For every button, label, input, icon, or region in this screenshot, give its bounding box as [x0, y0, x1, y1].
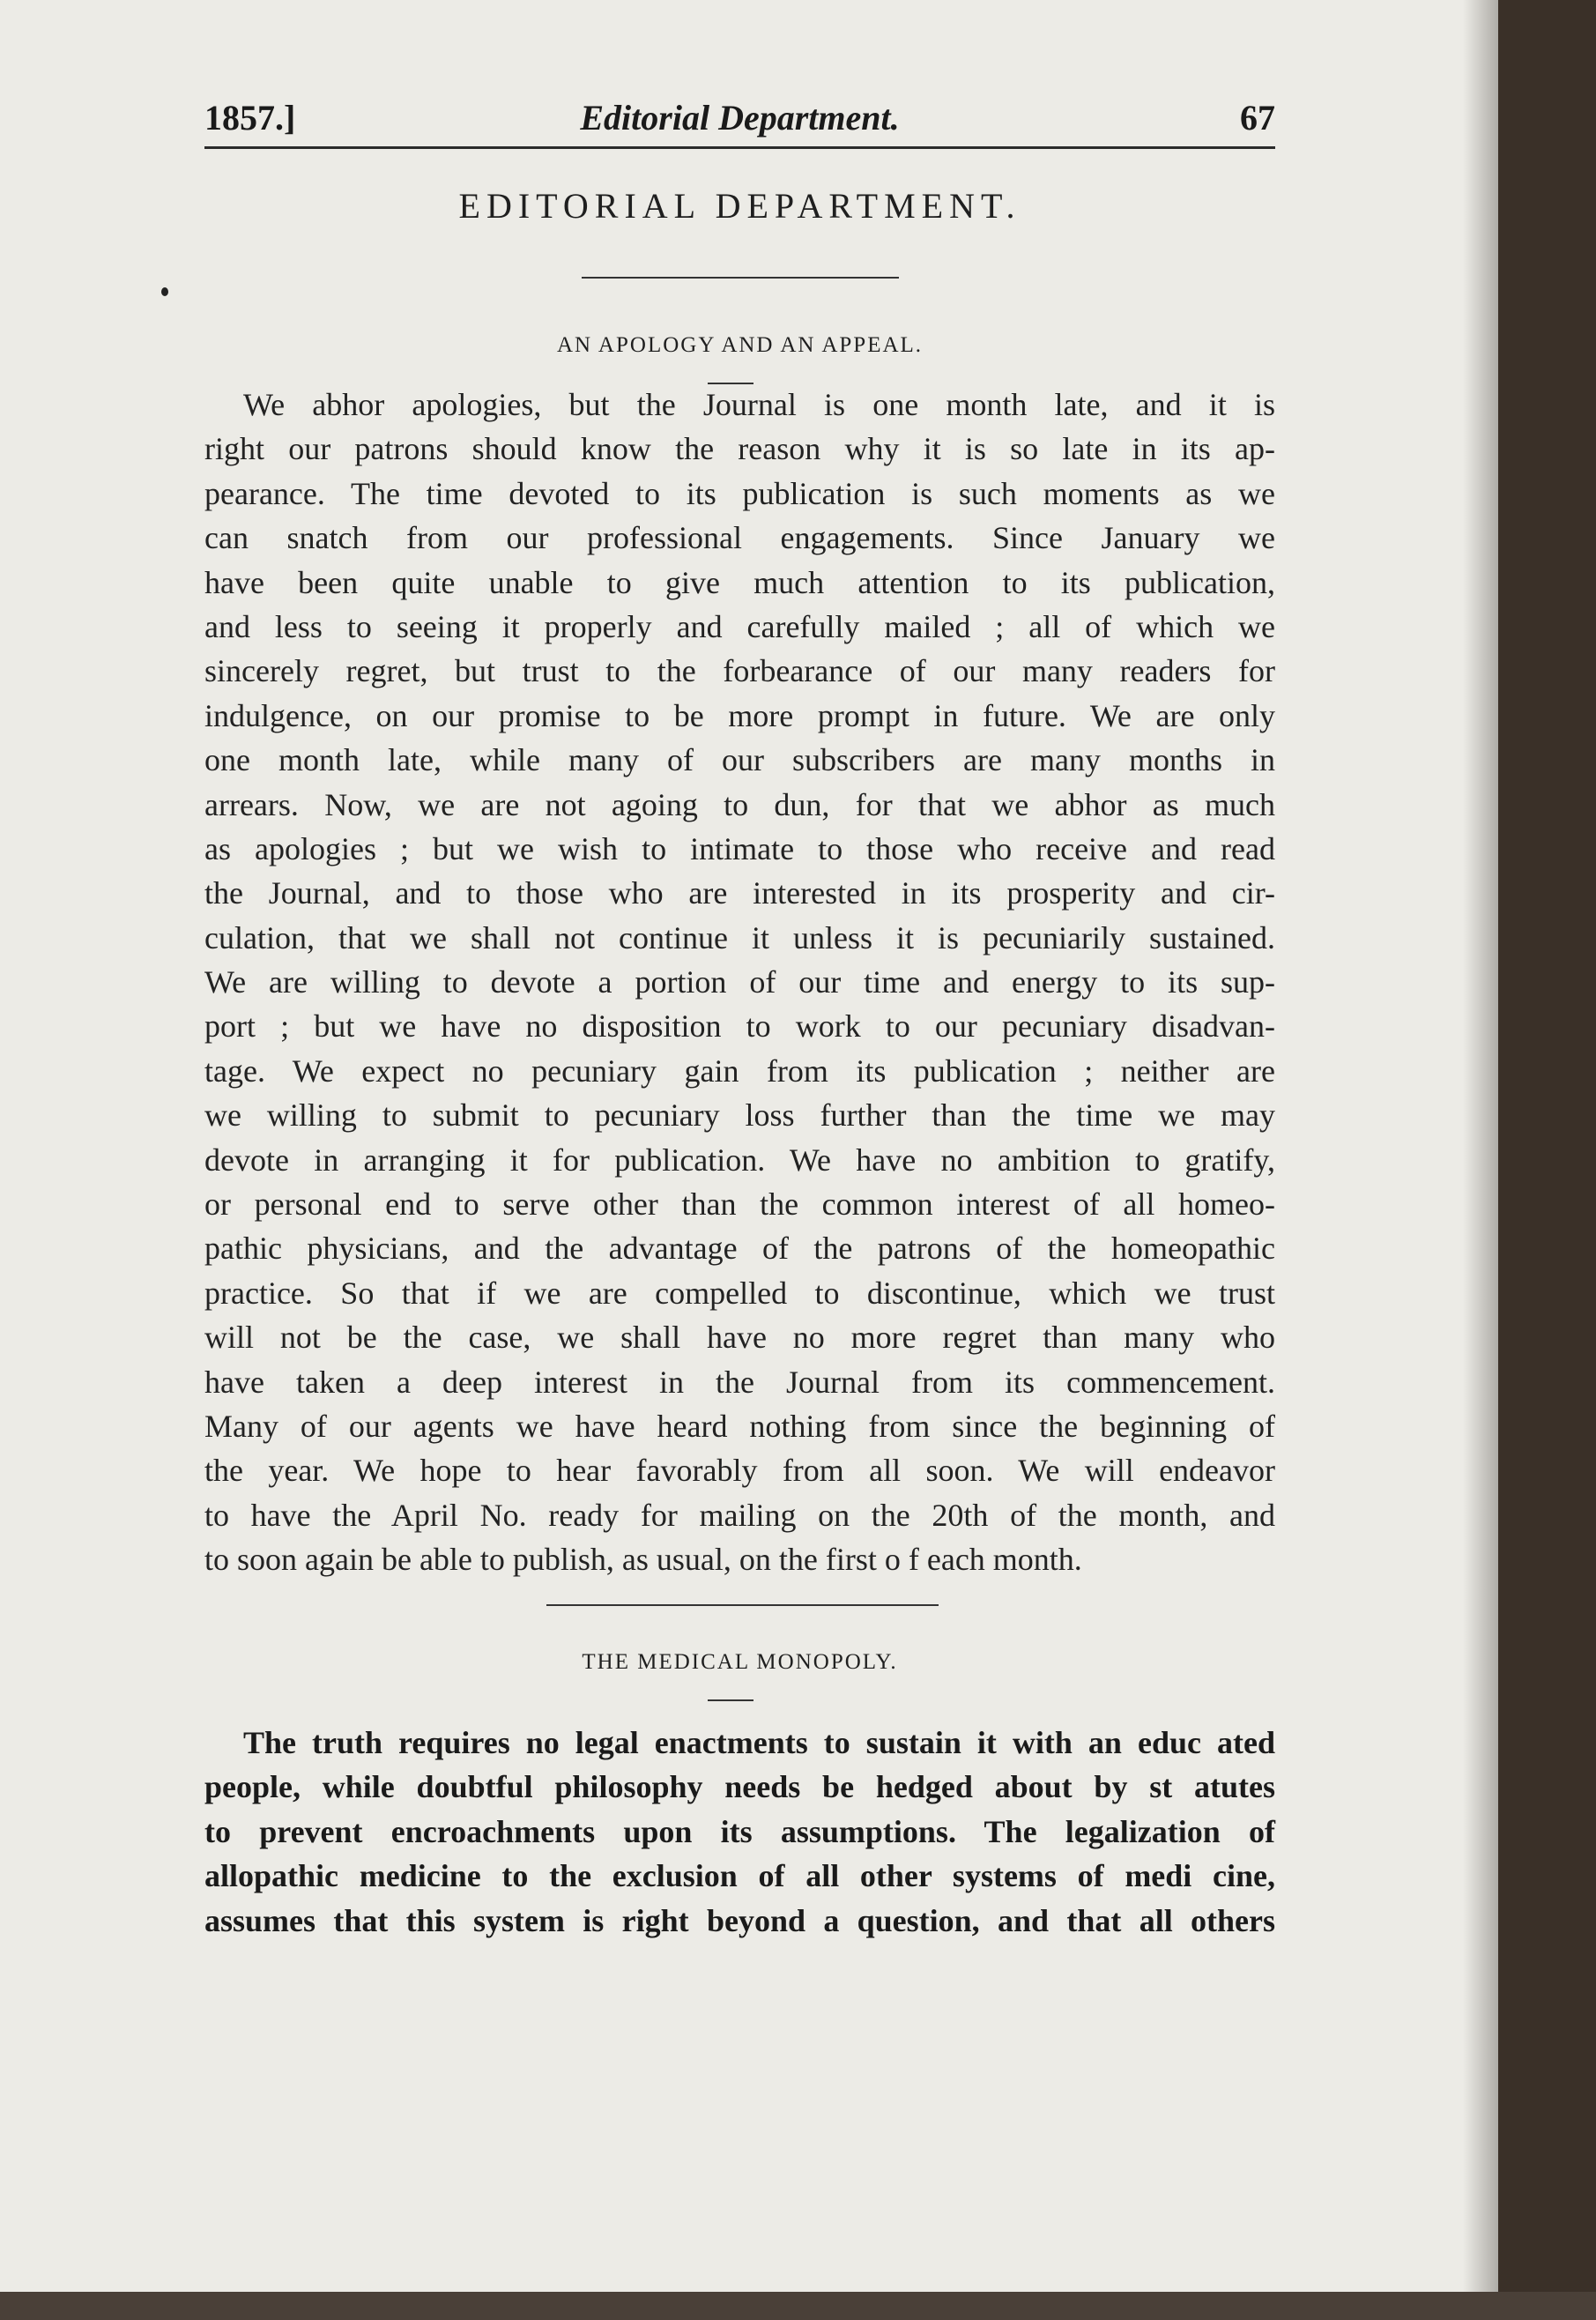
text-line: have taken a deep interest in the Journal from its commencement. — [204, 1364, 1275, 1400]
running-head-title: Editorial Department. — [580, 98, 900, 138]
text-line: allopathic medicine to the exclusion of all other systems of medi cine, — [204, 1858, 1275, 1894]
text-line: the Journal, and to those who are interested in its prosperity and cir- — [204, 875, 1275, 911]
text-line: The truth requires no legal enactments to sustain it with an educ ated — [243, 1725, 1275, 1760]
text-line: people, while doubtful philosophy needs be hedged about by st atutes — [204, 1769, 1275, 1805]
text-line: the year. We hope to hear favorably from all soon. We will endeavor — [204, 1453, 1275, 1489]
section-heading: EDITORIAL DEPARTMENT. — [458, 186, 1021, 226]
text-line: will not be the case, we shall have no more regret than many who — [204, 1320, 1275, 1356]
book-bottom-edge — [0, 2292, 1596, 2320]
text-line: We are willing to devote a portion of our time and energy to its sup- — [204, 964, 1275, 1000]
margin-mark — [161, 287, 168, 296]
text-line: We abhor apologies, but the Journal is one month late, and it is — [243, 387, 1275, 422]
text-line: have been quite unable to give much attention to its publication, — [204, 564, 1275, 600]
title-underline — [708, 1699, 753, 1701]
book-binding-edge — [1498, 0, 1596, 2320]
running-head-year: 1857.] — [204, 98, 296, 138]
article-divider — [546, 1604, 939, 1606]
text-line: Many of our agents we have heard nothing from since the beginning of — [204, 1408, 1275, 1444]
running-head — [204, 97, 1275, 143]
text-line: sincerely regret, but trust to the forbearance of our many readers for — [204, 653, 1275, 689]
article-title-monopoly: THE MEDICAL MONOPOLY. — [582, 1650, 898, 1674]
page-number: 67 — [1240, 98, 1275, 138]
text-line: pathic physicians, and the advantage of the patrons of the homeopathic — [204, 1231, 1275, 1267]
text-line: culation, that we shall not continue it unless it is pecuniarily sustained. — [204, 919, 1275, 956]
text-line: arrears. Now, we are not agoing to dun, for that we abhor as much — [204, 786, 1275, 822]
text-line: tage. We expect no pecuniary gain from its publication ; neither are — [204, 1052, 1275, 1089]
text-line: as apologies ; but we wish to intimate to those who receive and read — [204, 830, 1275, 866]
text-line: pearance. The time devoted to its publication is such moments as we — [204, 475, 1275, 511]
text-line: assumes that this system is right beyond a question, and that all others — [204, 1902, 1275, 1938]
text-line: to have the April No. ready for mailing on the 20th of the month, and — [204, 1497, 1275, 1533]
text-line: one month late, while many of our subscribers are many months in — [204, 742, 1275, 778]
text-line: or personal end to serve other than the common interest of all homeo- — [204, 1186, 1275, 1223]
text-line: to soon again be able to publish, as usual, on the first o f each month. — [204, 1542, 1082, 1578]
text-line: indulgence, on our promise to be more prompt in future. We are only — [204, 697, 1275, 733]
page-gutter-shadow — [1463, 0, 1498, 2292]
article-title-apology: AN APOLOGY AND AN APPEAL. — [556, 333, 924, 357]
text-line: devote in arranging it for publication. We have no ambition to gratify, — [204, 1141, 1275, 1178]
article-body-apology — [204, 383, 1275, 1582]
text-line: right our patrons should know the reason why it is so late in its ap- — [204, 431, 1275, 467]
text-line: to prevent encroachments upon its assumptions. The legalization of — [204, 1813, 1275, 1849]
text-line: port ; but we have no disposition to work to our pecuniary disadvan- — [204, 1008, 1275, 1045]
header-rule — [204, 146, 1275, 149]
text-line: can snatch from our professional engagements. Since January we — [204, 520, 1275, 556]
text-line: we willing to submit to pecuniary loss further than the time we may — [204, 1097, 1275, 1134]
text-line: practice. So that if we are compelled to discontinue, which we trust — [204, 1275, 1275, 1311]
text-line: and less to seeing it properly and carefully mailed ; all of which we — [204, 608, 1275, 644]
article-body-monopoly — [204, 1721, 1275, 1943]
section-divider — [582, 277, 899, 279]
